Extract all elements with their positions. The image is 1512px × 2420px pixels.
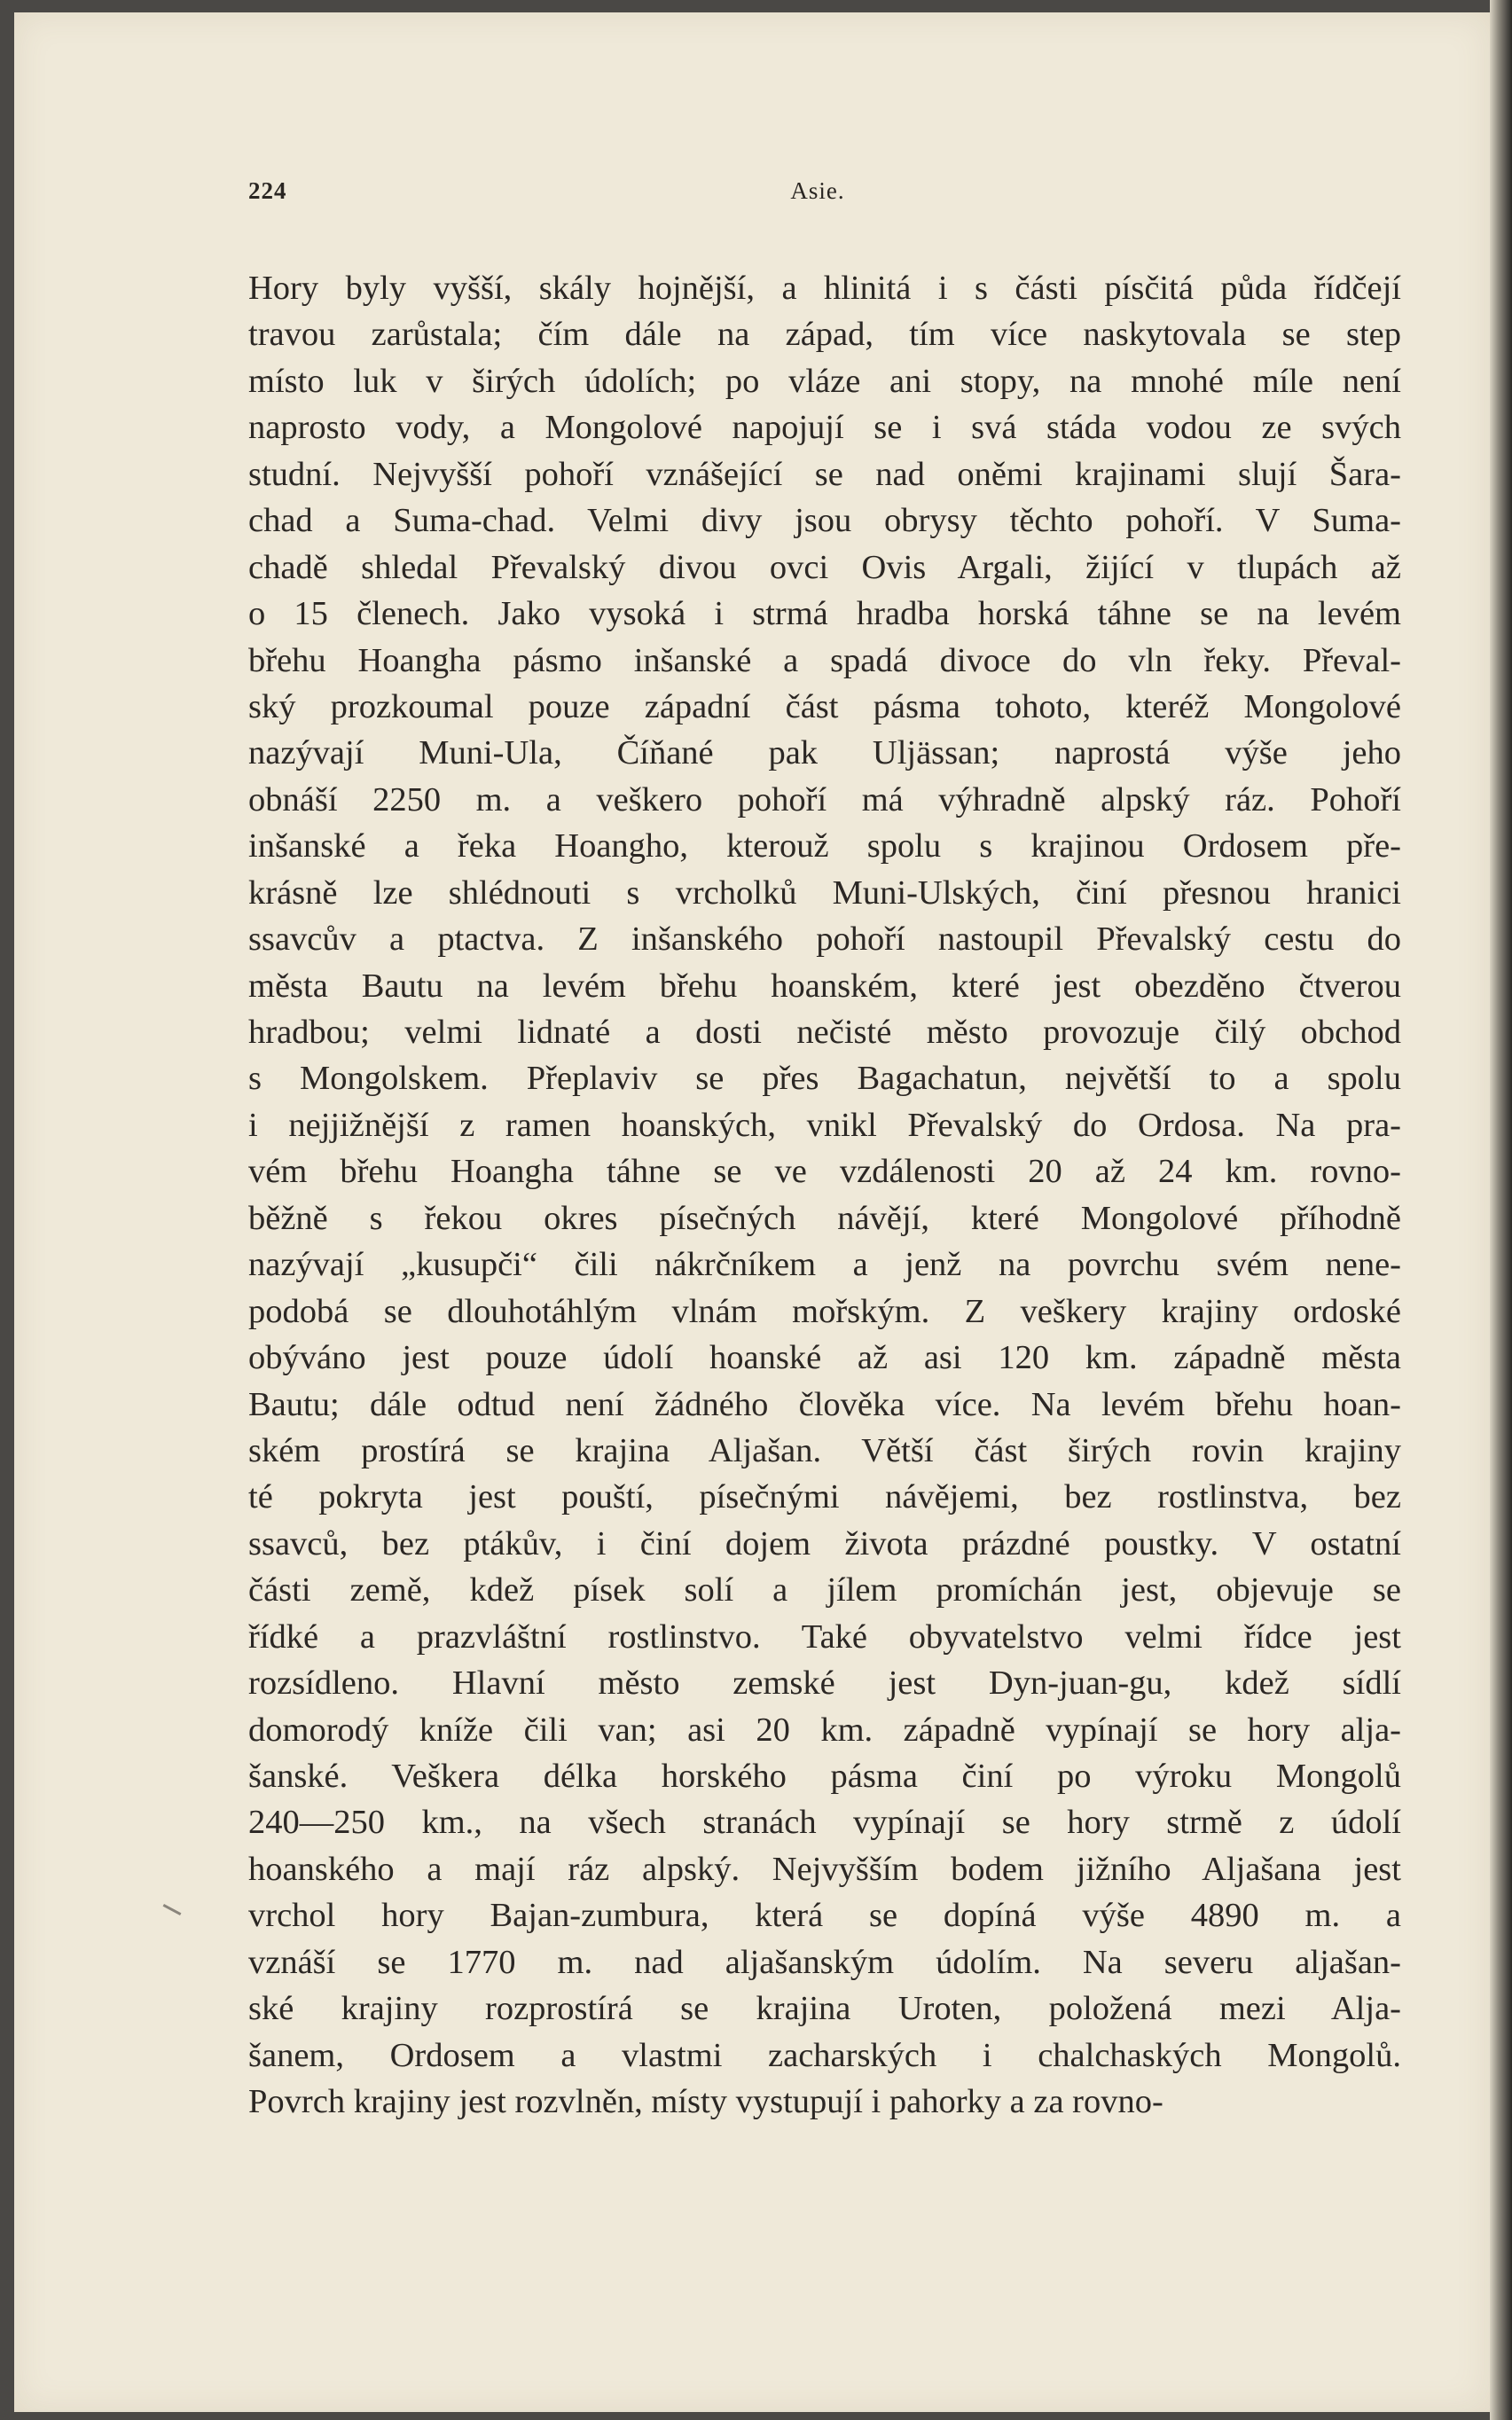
text-line: ssavcův a ptactva. Z inšanského pohoří nastoupil Převalský cestu do bbox=[248, 920, 1401, 959]
text-line: o 15 členech. Jako vysoká i strmá hradba horská táhne se na levém bbox=[248, 595, 1401, 633]
text-line: 240—250 km., na všech stranách vypínají se hory strmě z údolí bbox=[248, 1804, 1401, 1842]
text-line: hoanského a mají ráz alpský. Nejvyšším bodem jižního Aljašana jest bbox=[248, 1850, 1401, 1888]
text-line: chadě shledal Převalský divou ovci Ovis Argali, žijící v tlupách až bbox=[248, 548, 1401, 586]
text-line: břehu Hoangha pásmo inšanské a spadá divoce do vln řeky. Převal- bbox=[248, 641, 1401, 679]
text-line: běžně s řekou okres písečných návějí, které Mongolové příhodně bbox=[248, 1199, 1401, 1237]
text-line: obýváno jest pouze údolí hoanské až asi 120 km. západně města bbox=[248, 1339, 1401, 1377]
text-line: nazývají „kusupči“ čili nákrčníkem a jenž na povrchu svém nene- bbox=[248, 1246, 1401, 1284]
text-line: ské krajiny rozprostírá se krajina Uroten, položená mezi Alja- bbox=[248, 1990, 1401, 2028]
text-line: i nejjižnější z ramen hoanských, vnikl Převalský do Ordosa. Na pra- bbox=[248, 1106, 1401, 1144]
text-line: ský prozkoumal pouze západní část pásma tohoto, kteréž Mongolové bbox=[248, 687, 1401, 725]
running-head bbox=[232, 177, 1403, 213]
text-line: podobá se dlouhotáhlým vlnám mořským. Z veškery krajiny ordoské bbox=[248, 1292, 1401, 1330]
page-number: 224 bbox=[248, 177, 287, 204]
text-line: vém břehu Hoangha táhne se ve vzdálenosti 20 až 24 km. rovno- bbox=[248, 1153, 1401, 1191]
text-line: obnáší 2250 m. a veškero pohoří má výhradně alpský ráz. Pohoří bbox=[248, 780, 1401, 818]
text-line: travou zarůstala; čím dále na západ, tím více naskytovala se step bbox=[248, 316, 1401, 354]
text-line: ssavců, bez ptákův, i činí dojem života prázdné poustky. V ostatní bbox=[248, 1524, 1401, 1562]
text-line: šanské. Veškera délka horského pásma činí po výroku Mongolů bbox=[248, 1758, 1401, 1795]
text-line: části země, kdež písek solí a jílem promíchán jest, objevuje se bbox=[248, 1571, 1401, 1609]
text-line: ském prostírá se krajina Aljašan. Větší část širých rovin krajiny bbox=[248, 1431, 1401, 1469]
text-line: s Mongolskem. Přeplaviv se přes Bagachatun, největší to a spolu bbox=[248, 1060, 1401, 1098]
text-line: řídké a prazvláštní rostlinstvo. Také obyvatelstvo velmi řídce jest bbox=[248, 1617, 1401, 1656]
text-line: inšanské a řeka Hoangho, kterouž spolu s krajinou Ordosem pře- bbox=[248, 827, 1401, 865]
text-line: města Bautu na levém břehu hoanském, které jest obezděno čtverou bbox=[248, 967, 1401, 1005]
body-text bbox=[248, 265, 1401, 2126]
text-line: krásně lze shlédnouti s vrcholků Muni-Ulských, činí přesnou hranici bbox=[248, 873, 1401, 912]
text-line: místo luk v širých údolích; po vláze ani stopy, na mnohé míle není bbox=[248, 362, 1401, 400]
text-line: domorodý kníže čili van; asi 20 km. západně vypínají se hory alja- bbox=[248, 1711, 1401, 1749]
text-line: Povrch krajiny jest rozvlněn, místy vystupují i pahorky a za rovno- bbox=[248, 2083, 1163, 2121]
text-line: té pokryta jest pouští, písečnými návějemi, bez rostlinstva, bez bbox=[248, 1478, 1401, 1516]
text-line: naprosto vody, a Mongolové napojují se i svá stáda vodou ze svých bbox=[248, 409, 1401, 447]
text-line: šanem, Ordosem a vlastmi zacharských i chalchaských Mongolů. bbox=[248, 2036, 1401, 2074]
text-line: vrchol hory Bajan-zumbura, která se dopíná výše 4890 m. a bbox=[248, 1897, 1401, 1935]
text-line: rozsídleno. Hlavní město zemské jest Dyn-juan-gu, kdež sídlí bbox=[248, 1664, 1401, 1703]
text-line: Bautu; dále odtud není žádného člověka více. Na levém břehu hoan- bbox=[248, 1385, 1401, 1423]
text-line: hradbou; velmi lidnaté a dosti nečisté město provozuje čilý obchod bbox=[248, 1014, 1401, 1051]
text-line: chad a Suma-chad. Velmi divy jsou obrysy těchto pohoří. V Suma- bbox=[248, 502, 1401, 540]
text-line: Hory byly vyšší, skály hojnější, a hlinitá i s části písčitá půda řídčejí bbox=[248, 270, 1401, 307]
page-edge-shadow bbox=[1490, 0, 1512, 2420]
text-line: vznáší se 1770 m. nad aljašanským údolím. Na severu aljašan- bbox=[248, 1943, 1401, 1981]
running-title: Asie. bbox=[790, 177, 845, 204]
text-line: studní. Nejvyšší pohoří vznášející se nad oněmi krajinami slují Šara- bbox=[248, 455, 1401, 493]
text-line: nazývají Muni-Ula, Číňané pak Uljässan; naprostá výše jeho bbox=[248, 734, 1401, 772]
